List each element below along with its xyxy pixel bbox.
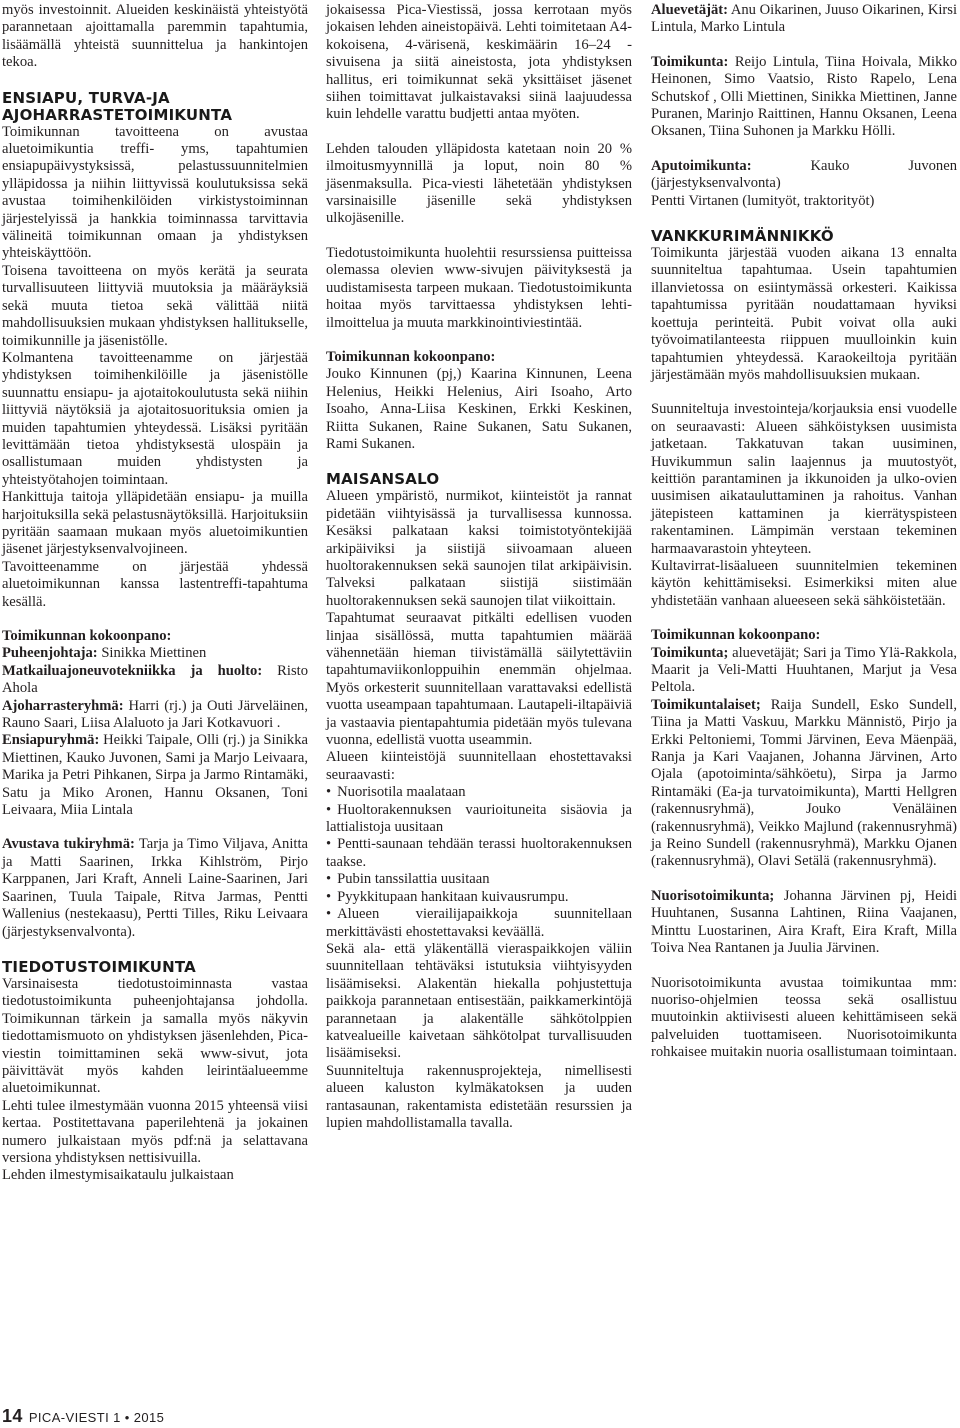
- tiedotus-paragraph-5: Lehden talouden ylläpidosta katetaan noin 20 % ilmoitusmyynnillä ja loput, noin 80 % jäsenmaksulla. Pica-viesti lähetetään yhdistyksen varsinaisille jäsenille sekä yhdistyksen ulkojäsenille.: [326, 140, 632, 227]
- member-line-ajoharraste: [2, 698, 308, 733]
- member-line-aputoimikunta: [651, 158, 957, 193]
- member-value: Risto Ahola: [2, 662, 308, 697]
- section-heading-ensiapu-line1: ENSIAPU, TURVA-JA: [2, 88, 170, 107]
- page-number: 14: [2, 1406, 23, 1426]
- ensiapu-paragraph-1: Toimikunnan tavoitteena on avustaa aluetoimikuntia treffi- yms, tapahtumien ensiapupäivystyksissä, pelastussuunnitelmien ylläpidossa ja niihin liittyvissä koulutuksissa sekä avustaa toimihenkilöiden virkistystoiminnan järjestelyissä ja hankkia toiminnassa tarvittavia välineitä toimikunnan omaan ja yhdistyksen yhteiskäyttöön.: [2, 123, 308, 262]
- bullet-item: • Nuorisotila maalataan: [326, 784, 632, 801]
- maisansalo-paragraph-2: Tapahtumat seuraavat pitkälti edellisen vuoden linjaa sisällössä, mutta tapahtumien määrää vähennetään hieman tiivistämällä säilytettäviin tapahtumaviikonloppuihin enemmän ohjelmaa. Myös orkesterit suunnitellaan varattavaksi edellistä vuotta useampaan tapahtumaan. Lautapeli-iltapäiviä ja vastaavia pientapahtumia pidetään myös tulevana vuonna, edellistä vuotta useammin.: [326, 610, 632, 749]
- member-label: Matkailuajoneuvotekniikka ja huolto:: [2, 662, 263, 679]
- member-line-tukiryhma: [2, 836, 308, 940]
- member-line-toimikunta: [651, 54, 957, 141]
- ensiapu-paragraph-3: Kolmantena tavoitteenamme on järjestää yhdistyksen toimihenkilöille ja jäsenistölle suunnattu ensiapu- ja ajotaitokoulutusta sekä niihin liittyviä näytöksiä ja ajotaitosuorituksia omien ja muiden tapahtumien yhteydessä. Lisäksi pyritään levittämään tietoa yhdistyksestä ulospäin ja osallistumaan muiden yhdistysten ja yhteistyötahojen toimintaan.: [2, 349, 308, 488]
- maisansalo-paragraph-3: Alueen kiinteistöjä suunnitellaan ehostettavaksi seuraavasti:: [326, 749, 632, 783]
- kokoonpano-members-2: Jouko Kinnunen (pj,) Kaarina Kinnunen, Leena Helenius, Heikki Helenius, Airi Isoaho, Arto Isoaho, Anna-Liisa Keskinen, Erkki Keskinen, Riitta Sukanen, Raine Sukanen, Satu Sukanen, Rami Sukanen.: [326, 366, 632, 452]
- nuoriso-paragraph: Nuorisotoimikunta avustaa toimikuntaa mm: nuoriso-ohjelmien teossa sekä osallistuu muutoinkin aktiivisesti alueen kehittämiseen sekä palveluiden tuottamiseen. Nuorisotoimikunta rohkaisee muitakin nuoria osallistumaan toimintaan.: [651, 974, 957, 1061]
- member-label: Nuorisotoimikunta;: [651, 887, 775, 904]
- member-line-puheenjohtaja: [2, 645, 308, 662]
- publication-name: PICA-VIESTI 1 • 2015: [28, 1410, 165, 1425]
- ensiapu-paragraph-5: Tavoitteenamme on järjestää yhdessä aluetoimikunnan kanssa lastentreffi-tapahtuma kesällä.: [2, 558, 308, 610]
- member-label: Aluevetäjät:: [651, 2, 728, 18]
- member-value: Sinikka Miettinen: [97, 645, 207, 662]
- kokoonpano-heading-1: Toimikunnan kokoonpano:: [2, 628, 172, 644]
- vankkuri-paragraph-3: Kultavirrat-lisäalueen suunnitelmien tekeminen käytön kehittämiseksi. Esimerkiksi miten alue yhdistetään vanhaan alueeseen sekä sähköistetään.: [651, 557, 957, 609]
- column-2: [326, 2, 632, 1132]
- column-1: [2, 2, 308, 1185]
- member-line-matkailuajoneuvo: [2, 663, 308, 698]
- kokoonpano-heading-3: Toimikunnan kokoonpano:: [651, 627, 821, 644]
- section-heading-tiedotus: TIEDOTUSTOIMIKUNTA: [2, 957, 196, 976]
- member-value: Tarja ja Timo Viljava, Anitta ja Matti Saarinen, Irkka Kihlström, Pirjo Karppanen, Jari Kraft, Anneli Laine-Saarinen, Jari Saarinen, Tuula Taipale, Ritva Jarmas, Pentti Wallenius (nestekaasu), Pertti Tilles, Riku Leivaara (järjestyksenvalvonta).: [2, 836, 308, 940]
- member-label: Puheenjohtaja:: [2, 645, 98, 662]
- member-value: Harri (rj.) ja Outi Järveläinen, Rauno Saari, Liisa Alaluoto ja Jari Kotkavuori .: [2, 697, 308, 732]
- member-line-toimikuntalaiset: [651, 697, 957, 871]
- maisansalo-paragraph-5: Suunniteltuja rakennusprojekteja, nimellisesti alueen kaluston kylmäkatoksen ja uuden rantasaunan, rakentamista edistetään resurssien ja lupien mahdollistamalla tavalla.: [326, 1062, 632, 1131]
- column-3: [651, 2, 957, 1062]
- member-label: Ensiapuryhmä:: [2, 732, 100, 749]
- bullet-item: • Pyykkitupaan hankitaan kuivausrumpu.: [326, 889, 632, 906]
- ensiapu-paragraph-2: Toisena tavoitteena on myös kerätä ja seurata turvallisuuteen liittyviä muutoksia ja määräyksiä sekä muuta tietoa sekä välittää niitä mahdollisuuksien mukaan yhdistyksen hallitukselle, toimikunnille ja jäsenistölle.: [2, 262, 308, 349]
- section-heading-maisansalo: MAISANSALO: [326, 470, 440, 489]
- bullet-item: • Huoltorakennuksen vaurioituneita sisäovia ja lattialistoja uusitaan: [326, 802, 632, 837]
- ensiapu-paragraph-4: Hankittuja taitoja ylläpidetään ensiapu- ja muilla harjoituksilla sekä pelastusnäytöksillä. Harjoituksiin pyritään saamaan mukaan myös aluetoimikuntien jäsenet järjestyksenvalvojineen.: [2, 489, 308, 558]
- member-line-aputoimikunta-2: Pentti Virtanen (lumityöt, traktorityöt): [651, 192, 875, 209]
- bullet-item: • Alueen vierailijapaikkoja suunnitellaan merkittävästi ehostettavaksi keväällä.: [326, 906, 632, 941]
- maisansalo-bullet-list: [326, 784, 632, 941]
- vankkuri-paragraph-1: Toimikunta järjestää vuoden aikana 13 ennalta suunniteltua tapahtumaa. Usein tapahtumien illanvietossa on esiintymässä orkesteri. Kaikissa tapahtumissa pyritään noudattamaan hyviksi koettuja perinteitä. Pubit voivat olla auki työvoimatilanteesta riippuen muulloinkin kuin tapahtumien yhteydessä. Karaokeiltoja pyritään järjestämään myös mahdollisuuksien mukaan.: [651, 245, 957, 383]
- vankkuri-paragraph-2: Suunniteltuja investointeja/korjauksia ensi vuodelle on seuraavasti: Alueen sähköistyksen uusimista jatketaan. Takkatuvan takan uusiminen, Huvikummun salin laajennus ja muutostyöt, keittiön parantaminen ja ikkunoiden ja ulko-ovien uusimisen aikatauluttaminen ja rahoitus. Vanhan jätepisteen kattaminen ja kierrätyspisteen rakentaminen. Lämpimän verstaan tekeminen harmaavarastoin yhteyteen.: [651, 401, 957, 557]
- member-line-toimikunta-2: [651, 645, 957, 697]
- member-label: Toimikuntalaiset;: [651, 696, 761, 713]
- tiedotus-paragraph-4: jokaisessa Pica-Viestissä, jossa kerrotaan myös jokaisen lehden aineistopäivä. Lehti toimitetaan A4-kokoisena, 4-värisenä, keskimäärin 16–24 -sivuisena ja siitä aineistosta, jota yhdistyksen hallitus, eri toimikunnat sekä yksittäiset jäsenet siihen toimittavat julkaistavaksi siinä laajuudessa kuin lehdelle varattu budjetti antaa myöten.: [326, 2, 632, 123]
- bullet-item: • Pubin tanssilattia uusitaan: [326, 871, 632, 888]
- member-label: Toimikunta;: [651, 644, 729, 661]
- member-label: Avustava tukiryhmä:: [2, 836, 135, 853]
- member-line-nuorisotoimikunta: [651, 888, 957, 958]
- tiedotus-paragraph-6: Tiedotustoimikunta huolehtii resurssiensa puitteissa olemassa olevien www-sivujen päivityksestä ja uudistamisesta tarpeen mukaan. Tiedotustoimikunta hoitaa myös tarvittaessa yhdistyksen lehti-ilmoittelua ja muuta markkinointiviestintää.: [326, 244, 632, 331]
- member-value: Johanna Järvinen pj, Heidi Huuhtanen, Susanna Lahtinen, Riina Vaajanen, Minttu Luostarinen, Aira Kraft, Eira Kraft, Milla Toiva Nea Rantanen ja Juulia Järvinen.: [651, 887, 957, 957]
- maisansalo-paragraph-1: Alueen ympäristö, nurmikot, kiinteistöt ja rannat pidetään viihtyisässä ja turvallisessa kunnossa. Kesäksi palkataan kaksi toimistotyöntekijää arkipäiviksi ja siistijä siivoamaan alueen huoltorakennuksen sekä saunojen tilat arkipäivisin. Talveksi palkataan siistijä siistimään huoltorakennuksen sekä saunojen tilat viikoittain.: [326, 488, 632, 609]
- member-value: Anu Oikarinen, Juuso Oikarinen, Kirsi Lintula, Marko Lintula: [651, 2, 958, 36]
- maisansalo-paragraph-4: Sekä ala- että yläkentällä vieraspaikkojen väliin suunnitellaan tehtäväksi istutuksia viihtyisyyden lisäämiseksi. Alakentän hiekalla pohjustettuja paikkoja parannetaan entisestään, paikkamerkintöjä parannetaan ja alakentälle sähkötolppien katvealueille kaivetaan sähkötolpat turvallisuuden lisäämiseksi.: [326, 940, 632, 1062]
- member-value: aluevetäjät; Sari ja Timo Ylä-Rakkola, Maarit ja Veli-Matti Huuhtanen, Marjut ja Vesa Peltola.: [651, 644, 957, 696]
- member-label: Ajoharrasteryhmä:: [2, 697, 124, 714]
- member-label: Aputoimikunta:: [651, 157, 752, 174]
- section-heading-ensiapu-line2: AJOHARRASTETOIMIKUNTA: [2, 105, 233, 124]
- bullet-item: • Pentti-saunaan tehdään terassi huoltorakennuksen taakse.: [326, 836, 632, 871]
- member-label: Toimikunta:: [651, 53, 729, 70]
- section-heading-vankkurimannikko: VANKKURIMÄNNIKKÖ: [651, 227, 834, 246]
- tiedotus-paragraph-1: Varsinaisesta tiedotustoiminnasta vastaa tiedotustoimikunta puheenjohtajansa johdolla. Toimikunnan tärkein ja samalla myös näkyvin tiedottamismuoto on yhdistyksen jäsenlehden, Pica-viestin toimittaminen sekä www-sivut, jota päivittävät myös kahden leirintäalueemme aluetoimikunnat.: [2, 975, 308, 1097]
- tiedotus-paragraph-3: Lehden ilmestymisaikataulu julkaistaan: [2, 1167, 234, 1184]
- intro-paragraph: myös investoinnit. Alueiden keskinäistä yhteistyötä parannetaan ajoittamalla paremmin tapahtumia, lisäämällä yhteistä suunnittelua ja hankintojen tekoa.: [2, 2, 308, 71]
- member-line-ensiapuryhma: [2, 732, 308, 819]
- member-value: Kauko Juvonen (järjestyksenvalvonta): [651, 157, 957, 192]
- tiedotus-paragraph-2: Lehti tulee ilmestymään vuonna 2015 yhteensä viisi kertaa. Postitettavana paperilehtenä ja jokainen numero julkaistaan myös pdf:nä ja selattavana versiona yhdistyksen nettisivuilla.: [2, 1097, 308, 1166]
- member-line-aluevetajat: [651, 2, 957, 37]
- member-value: Reijo Lintula, Tiina Hoivala, Mikko Heinonen, Simo Vaatsio, Risto Rapelo, Lena Schutskof , Olli Miettinen, Sinikka Miettinen, Janne Puranen, Marinjo Raittinen, Hannu Oksanen, Leena Oksanen, Tiina Suhonen ja Markku Hölli.: [651, 53, 957, 140]
- page-footer: [2, 1407, 164, 1427]
- member-value: Heikki Taipale, Olli (rj.) ja Sinikka Miettinen, Kauko Juvonen, Sami ja Marjo Leivaara, Marika ja Petri Pihkanen, Sirpa ja Jarmo Rintamäki, Satu ja Miko Aronen, Hannu Oksanen, Toni Leivaara, Miia Lintala: [2, 732, 308, 819]
- kokoonpano-heading-2: Toimikunnan kokoonpano:: [326, 348, 496, 365]
- member-value: Raija Sundell, Esko Sundell, Tiina ja Matti Vaskuu, Markku Männistö, Pirjo ja Erkki Peltoniemi, Tommi Järvinen, Eeva Mäenpää, Ranja ja Kari Vaajanen, Johanna Järvinen, Arto Ojala (apotoiminta/sähköetu), Sirpa ja Jarmo Rintamäki (Ea-ja turvatoimikunta), Martti Hellgren (rakennusryhmä), Jouko Venäläinen (rakennusryhmä), Veikko Majlund (rakennusryhmä) ja Reino Sundell (rakennusryhmä), Markku Ojanen (rakennusryhmä), Olavi Setälä (rakennusryhmä).: [651, 696, 957, 870]
